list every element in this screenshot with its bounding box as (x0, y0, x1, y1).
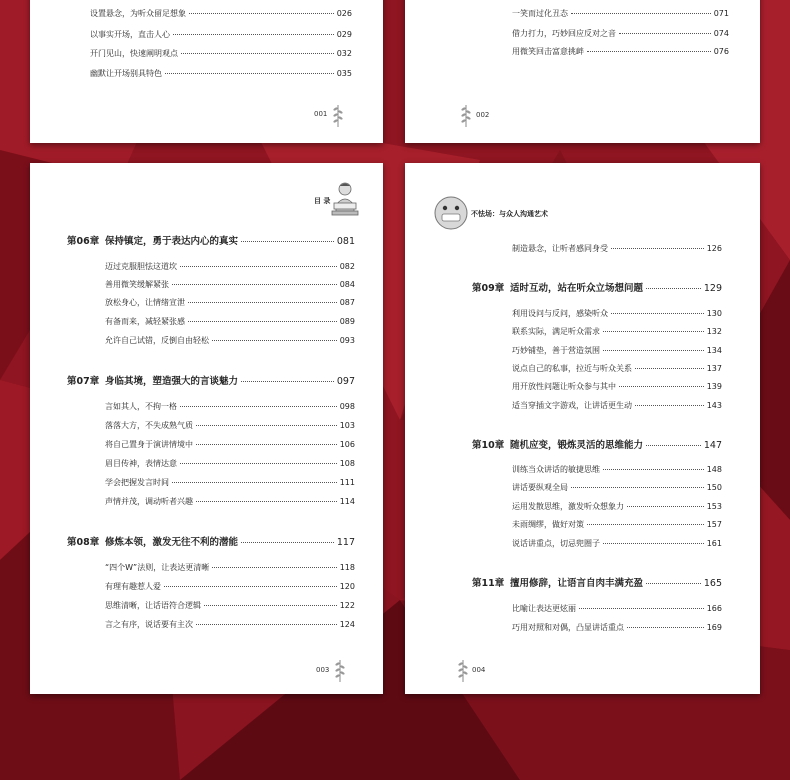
toc-entry[interactable]: 善用微笑缓解紧张 084 (105, 280, 355, 289)
toc-entry[interactable]: 一笑而过化丑态 071 (512, 9, 729, 18)
toc-entry[interactable]: 巧用对照和对偶，凸显讲话重点 169 (512, 623, 722, 632)
page-number: 004 (472, 666, 486, 674)
toc-page-003 (30, 163, 383, 694)
toc-entry[interactable]: 制造悬念，让听者感同身受 126 (512, 244, 722, 253)
toc-entry[interactable]: 比喻让表达更炫丽 166 (512, 604, 722, 613)
chapter-entry[interactable]: 第06章 保持镇定，勇于表达内心的真实 081 (67, 236, 355, 247)
toc-entry[interactable]: 用微笑回击富意挑衅 076 (512, 47, 729, 56)
reading-person-icon (330, 181, 360, 217)
toc-entry[interactable]: 联系实际，满足听众需求 132 (512, 327, 722, 336)
toc-entry[interactable]: 幽默让开场别具特色 035 (90, 69, 352, 78)
toc-entry[interactable]: 学会把握发言时间 111 (105, 478, 355, 487)
toc-entry[interactable]: 适当穿插文字游戏，让讲话更生动 143 (512, 401, 722, 410)
toc-entry[interactable]: 放松身心，让情绪宣泄 087 (105, 298, 355, 307)
toc-entry[interactable]: 用开放性问题让听众参与其中 139 (512, 382, 722, 391)
toc-entry[interactable]: 声情并茂，调动听者兴趣 114 (105, 497, 355, 506)
toc-entry[interactable]: 说话讲重点，切忌兜圈子 161 (512, 539, 722, 548)
toc-entry[interactable]: 有理有趣惹人爱 120 (105, 582, 355, 591)
toc-entry[interactable]: 讲话要纵观全局 150 (512, 483, 722, 492)
toc-page-002 (405, 0, 760, 143)
toc-entry[interactable]: 开门见山，快速阐明观点 032 (90, 49, 352, 58)
toc-entry[interactable]: 未雨绸缪，做好对策 157 (512, 520, 722, 529)
toc-entry[interactable]: 以事实开场，直击人心 029 (90, 30, 352, 39)
toc-entry[interactable]: 利用设问与反问，感染听众 130 (512, 309, 722, 318)
toc-entry[interactable]: 迈过克服胆怯这道坎 082 (105, 262, 355, 271)
toc-entry[interactable]: 设置悬念，为听众留足想象 026 (90, 9, 352, 18)
chapter-entry[interactable]: 第08章 修炼本领，激发无往不利的潜能 117 (67, 537, 355, 548)
running-header: 不怯场：与众人沟通艺术 (471, 210, 548, 218)
laurel-branch-icon (457, 658, 469, 682)
page-number: 001 (314, 110, 328, 118)
chapter-entry[interactable]: 第10章 随机应变，锻炼灵活的思维能力 147 (472, 440, 722, 451)
running-header: 目 录 (314, 197, 331, 205)
page-number: 003 (316, 666, 330, 674)
toc-entry[interactable]: 运用发散思维，激发听众想象力 153 (512, 502, 722, 511)
laurel-branch-icon (460, 103, 472, 127)
toc-entry[interactable]: “四个W”法则，让表达更清晰 118 (105, 563, 355, 572)
toc-entry[interactable]: 借力打力，巧妙回应反对之音 074 (512, 29, 729, 38)
toc-entry[interactable]: 允许自己试错，反倒自由轻松 093 (105, 336, 355, 345)
toc-page-001 (30, 0, 383, 143)
toc-entry[interactable]: 有备而来，减轻紧张感 089 (105, 317, 355, 326)
toc-entry[interactable]: 眉目传神，表情达意 108 (105, 459, 355, 468)
masked-smiley-icon (433, 195, 469, 231)
laurel-branch-icon (332, 103, 344, 127)
toc-entry[interactable]: 巧妙铺垫，善于营造氛围 134 (512, 346, 722, 355)
toc-entry[interactable]: 将自己置身于演讲情境中 106 (105, 440, 355, 449)
toc-page-004 (405, 163, 760, 694)
chapter-entry[interactable]: 第07章 身临其境，塑造强大的言谈魅力 097 (67, 376, 355, 387)
toc-entry[interactable]: 言如其人，不拘一格 098 (105, 402, 355, 411)
toc-entry[interactable]: 说点自己的私事，拉近与听众关系 137 (512, 364, 722, 373)
toc-entry[interactable]: 思维清晰，让话语符合逻辑 122 (105, 601, 355, 610)
chapter-entry[interactable]: 第11章 擅用修辞，让语言自肉丰满充盈 165 (472, 578, 722, 589)
toc-entry[interactable]: 落落大方，不失成熟气质 103 (105, 421, 355, 430)
toc-entry[interactable]: 言之有序，说话要有主次 124 (105, 620, 355, 629)
toc-entry[interactable]: 训练当众讲话的敏捷思维 148 (512, 465, 722, 474)
laurel-branch-icon (334, 658, 346, 682)
page-number: 002 (476, 111, 490, 119)
chapter-entry[interactable]: 第09章 适时互动，站在听众立场想问题 129 (472, 283, 722, 294)
